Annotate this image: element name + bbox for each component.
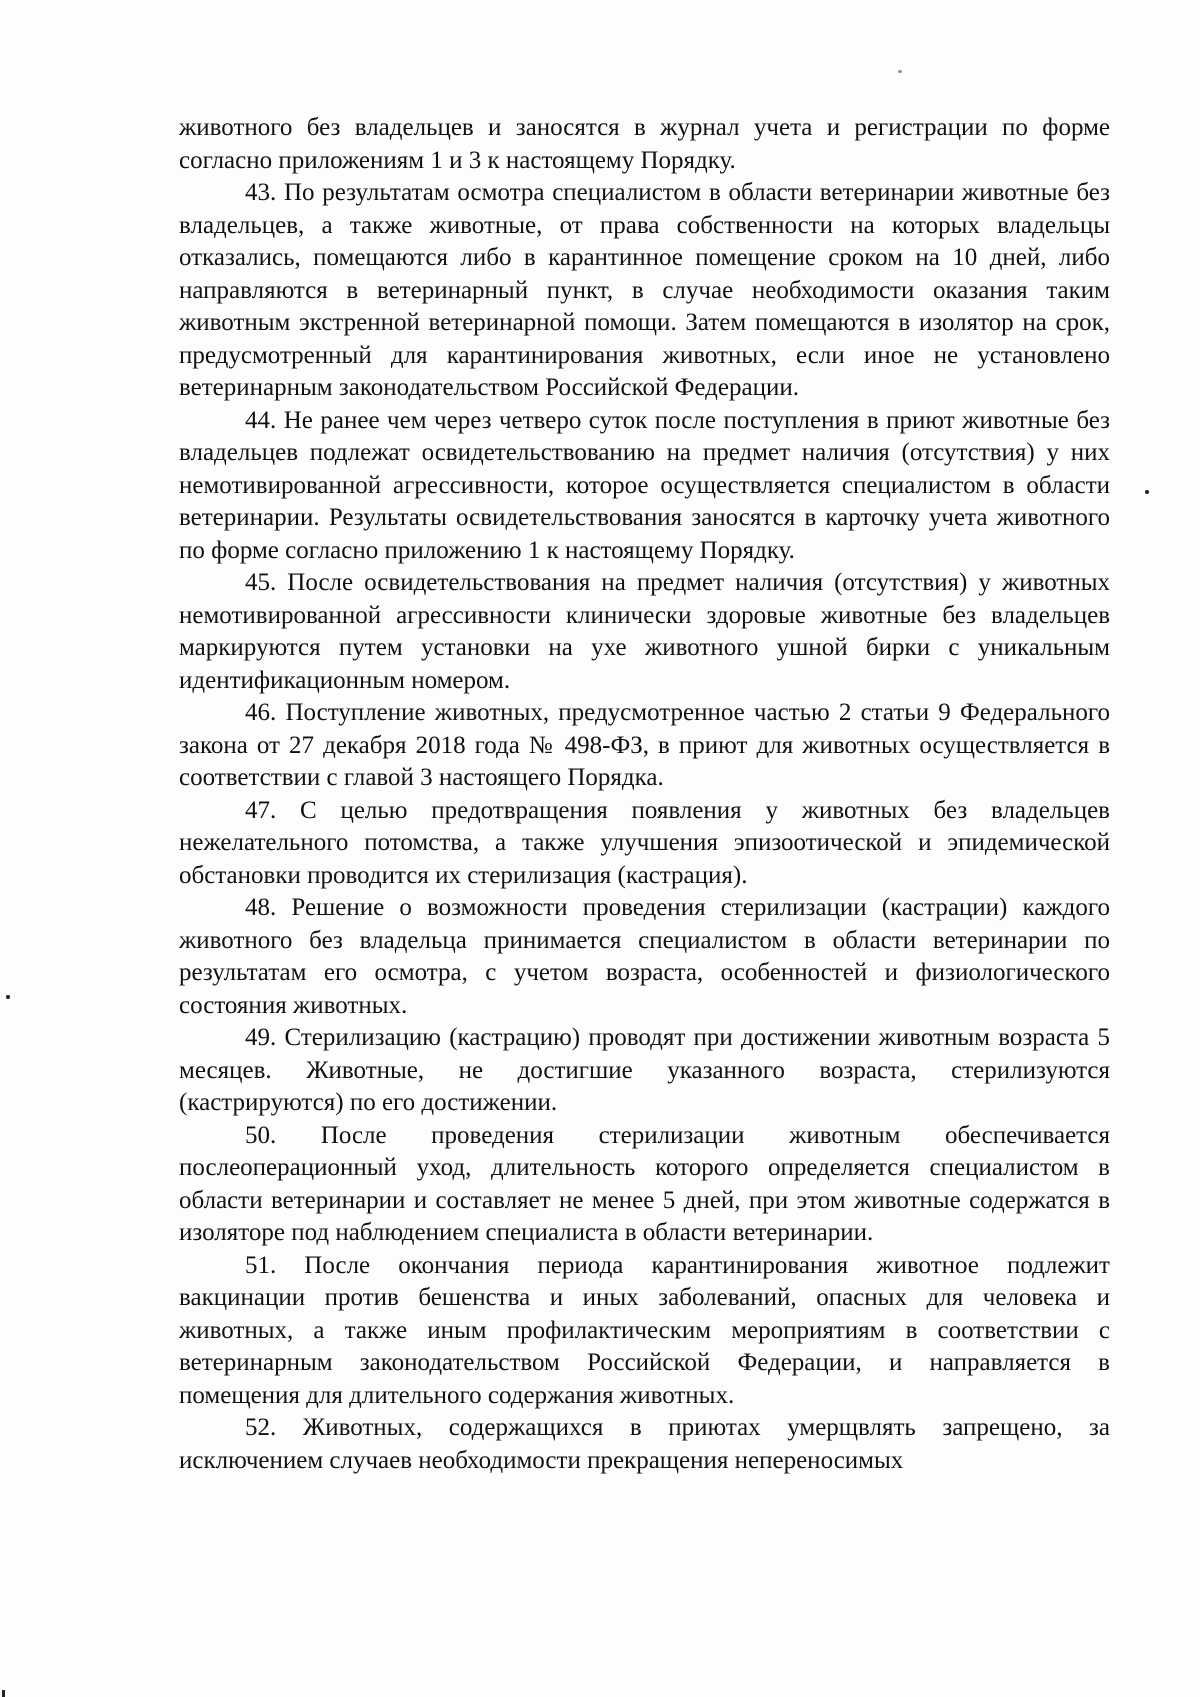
scan-speck [898, 70, 902, 73]
paragraph-continuation: животного без владельцев и заносятся в журнал учета и регистрации по форме согласно приложениям 1 и 3 к настоящему Порядку. [179, 114, 1110, 174]
paragraph-46: 46. Поступление животных, предусмотренное частью 2 статьи 9 Федерального закона от 27 декабря 2018 года № 498-ФЗ, в приют для животных осуществляется в соответствии с главой 3 настоящего Порядка. [179, 699, 1110, 791]
document-body [179, 112, 1110, 1477]
paragraph-45: 45. После освидетельствования на предмет наличия (отсутствия) у животных немотивированной агрессивности клинически здоровые животные без владельцев маркируются путем установки на ухе животного ушной бирки с уникальным идентификационным номером. [179, 569, 1110, 694]
scan-speck [2, 1690, 5, 1697]
paragraph-49: 49. Стерилизацию (кастрацию) проводят при достижении животным возраста 5 месяцев. Животные, не достигшие указанного возраста, стерилизуются (кастрируются) по его достижении. [179, 1024, 1110, 1116]
paragraph-48: 48. Решение о возможности проведения стерилизации (кастрации) каждого животного без владельца принимается специалистом в области ветеринарии по результатам его осмотра, с учетом возраста, особенностей и физиологического состояния животных. [179, 894, 1110, 1019]
paragraph-47: 47. С целью предотвращения появления у животных без владельцев нежелательного потомства, а также улучшения эпизоотической и эпидемической обстановки проводится их стерилизация (кастрация). [179, 796, 1110, 889]
scan-speck [1145, 490, 1149, 494]
paragraph-52: 52. Животных, содержащихся в приютах умерщвлять запрещено, за исключением случаев необходимости прекращения непереносимых [179, 1414, 1110, 1474]
paragraph-50: 50. После проведения стерилизации животным обеспечивается послеоперационный уход, длительность которого определяется специалистом в области ветеринарии и составляет не менее 5 дней, при этом животные содержатся в изоляторе под наблюдением специалиста в области ветеринарии. [179, 1121, 1110, 1246]
scan-speck [6, 995, 10, 999]
paragraph-43: 43. По результатам осмотра специалистом в области ветеринарии животные без владельцев, а также животные, от права собственности на которых владельцы отказались, помещаются либо в карантинное помещение сроком на 10 дней, либо направляются в ветеринарный пункт, в случае необходимости оказания таким животным экстренной ветеринарной помощи. Затем помещаются в изолятор на срок, предусмотренный для карантинирования животных, если иное не установлено ветеринарным законодательством Российской Федерации. [179, 179, 1110, 401]
paragraph-44: 44. Не ранее чем через четверо суток после поступления в приют животные без владельцев подлежат освидетельствованию на предмет наличия (отсутствия) у них немотивированной агрессивности, которое осуществляется специалистом в области ветеринарии. Результаты освидетельствования заносятся в карточку учета животного по форме согласно приложению 1 к настоящему Порядку. [179, 406, 1110, 564]
paragraph-51: 51. После окончания периода карантинирования животное подлежит вакцинации против бешенства и иных заболеваний, опасных для человека и животных, а также иным профилактическим мероприятиям в соответствии с ветеринарным законодательством Российской Федерации, и направляется в помещения для длительного содержания животных. [179, 1251, 1110, 1409]
